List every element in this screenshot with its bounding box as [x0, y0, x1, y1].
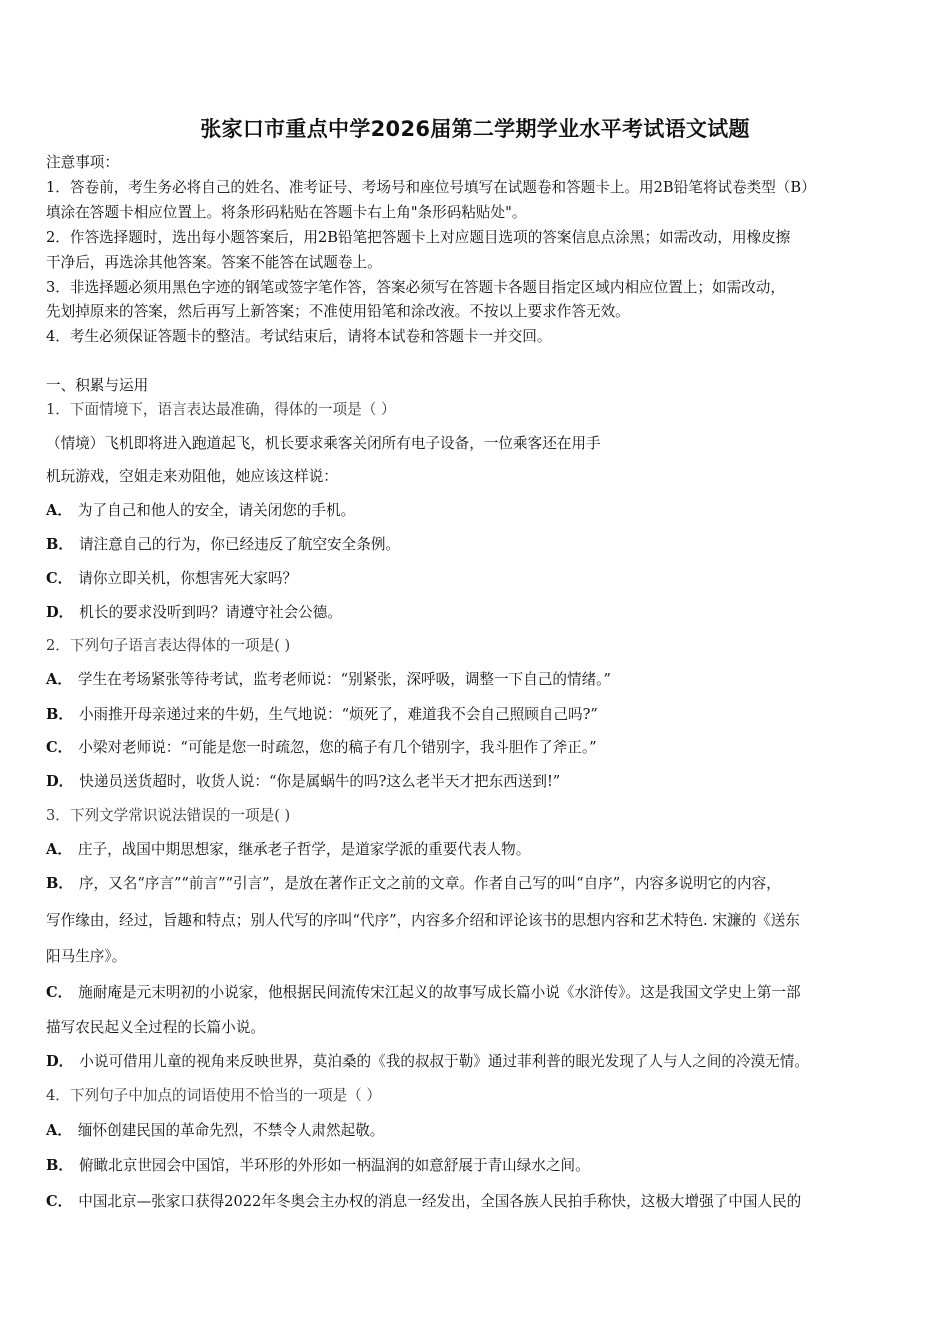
question-4-option-c: [46, 1192, 801, 1212]
option-label: B．: [46, 875, 73, 892]
question-1-context: （情境）飞机即将进入跑道起飞，机长要求乘客关闭所有电子设备，一位乘客还在用手: [46, 435, 601, 452]
option-label: C．: [46, 570, 73, 587]
question-1-option-d: [46, 603, 342, 623]
question-2-option-a: [46, 670, 611, 690]
notice-line: 1．答卷前，考生务必将自己的姓名、准考证号、考场号和座位号填写在试题卷和答题卡上。用2B铅笔将试卷类型（B）: [46, 179, 816, 196]
question-3-stem: 3．下列文学常识说法错误的一项是( ): [46, 807, 291, 824]
option-label: C．: [46, 984, 73, 1001]
notice-line: 先划掉原来的答案，然后再写上新答案；不准使用铅笔和涂改液。不按以上要求作答无效。: [46, 303, 630, 320]
notice-line: 2．作答选择题时，选出每小题答案后，用2B铅笔把答题卡上对应题目选项的答案信息点涂黑；如需改动，用橡皮擦: [46, 229, 791, 246]
option-text: 快递员送货超时，收货人说：“你是属蜗牛的吗?这么老半天才把东西送到!”: [79, 773, 561, 790]
option-text: 小说可借用儿童的视角来反映世界，莫泊桑的《我的叔叔于勒》通过菲利普的眼光发现了人与人之间的冷漠无情。: [79, 1053, 809, 1070]
question-2-option-b: [46, 705, 598, 725]
option-text: 为了自己和他人的安全，请关闭您的手机。: [77, 502, 356, 519]
option-text: 机长的要求没听到吗？请遵守社会公德。: [79, 604, 342, 621]
option-text: 庄子，战国中期思想家，继承老子哲学，是道家学派的重要代表人物。: [77, 841, 531, 858]
question-3-option-c: [46, 983, 801, 1003]
option-label: C．: [46, 739, 73, 756]
option-label: D．: [46, 604, 74, 621]
question-3-option-b: [46, 874, 781, 894]
option-text: 学生在考场紧张等待考试，监考老师说：“别紧张，深呼吸，调整一下自己的情绪。”: [77, 671, 611, 688]
question-3-option-b-cont: 阳马生序》。: [46, 948, 127, 965]
question-3-option-d: [46, 1052, 809, 1072]
question-1-option-c: [46, 569, 297, 589]
question-3-option-b-cont: 写作缘由，经过，旨趣和特点；别人代写的序叫“代序”，内容多介绍和评论该书的思想内容和艺术特色. 宋濂的《送东: [46, 912, 800, 929]
question-2-option-c: [46, 738, 597, 758]
option-label: A．: [46, 502, 72, 519]
question-1-option-b: [46, 535, 400, 555]
notice-line: 填涂在答题卡相应位置上。将条形码粘贴在答题卡右上角"条形码粘贴处"。: [46, 204, 527, 221]
page-title: 张家口市重点中学2026届第二学期学业水平考试语文试题: [200, 117, 750, 141]
question-1-context: 机玩游戏，空姐走来劝阻他，她应该这样说：: [46, 468, 338, 485]
question-4-stem: 4．下列句子中加点的词语使用不恰当的一项是（ ）: [46, 1087, 381, 1104]
option-label: A．: [46, 841, 72, 858]
option-label: D．: [46, 773, 74, 790]
notice-line: 3．非选择题必须用黑色字迹的钢笔或签字笔作答，答案必须写在答题卡各题目指定区域内相应位置上；如需改动，: [46, 279, 785, 296]
option-text: 缅怀创建民国的革命先烈，不禁令人肃然起敬。: [77, 1122, 385, 1139]
option-text: 小雨推开母亲递过来的牛奶，生气地说：“烦死了，难道我不会自己照顾自己吗?”: [78, 706, 598, 723]
option-text: 请注意自己的行为，你已经违反了航空安全条例。: [78, 536, 401, 553]
option-text: 中国北京—张家口获得2022年冬奥会主办权的消息一经发出，全国各族人民拍手称快，这极大增强了中国人民的: [78, 1193, 802, 1210]
option-label: A．: [46, 1122, 72, 1139]
option-label: B．: [46, 1157, 73, 1174]
option-label: B．: [46, 536, 73, 553]
question-3-option-a: [46, 840, 530, 860]
option-text: 小梁对老师说：“可能是您一时疏忽，您的稿子有几个错别字，我斗胆作了斧正。”: [78, 739, 597, 756]
notice-heading: 注意事项：: [46, 154, 119, 171]
question-1-stem: 1．下面情境下，语言表达最准确，得体的一项是（ ）: [46, 401, 396, 418]
option-label: A．: [46, 671, 72, 688]
option-label: B．: [46, 706, 73, 723]
option-label: D．: [46, 1053, 74, 1070]
notice-line: 干净后，再选涂其他答案。答案不能答在试题卷上。: [46, 254, 382, 271]
option-text: 俯瞰北京世园会中国馆，半环形的外形如一柄温润的如意舒展于青山绿水之间。: [78, 1157, 590, 1174]
question-3-option-c-cont: 描写农民起义全过程的长篇小说。: [46, 1019, 265, 1036]
option-text: 请你立即关机，你想害死大家吗？: [78, 570, 298, 587]
question-2-stem: 2．下列句子语言表达得体的一项是( ): [46, 637, 291, 654]
question-2-option-d: [46, 772, 560, 792]
notice-line: 4．考生必须保证答题卡的整洁。考试结束后，请将本试卷和答题卡一并交回。: [46, 328, 552, 345]
option-label: C．: [46, 1193, 73, 1210]
question-4-option-b: [46, 1156, 590, 1176]
option-text: 序，又名“序言”“前言”“引言”，是放在著作正文之前的文章。作者自己写的叫“自序”，内容多说明它的内容，: [78, 875, 781, 892]
section-heading: 一、积累与运用: [46, 377, 149, 394]
option-text: 施耐庵是元末明初的小说家，他根据民间流传宋江起义的故事写成长篇小说《水浒传》。这是我国文学史上第一部: [78, 984, 801, 1001]
question-4-option-a: [46, 1121, 384, 1141]
question-1-option-a: [46, 501, 355, 521]
